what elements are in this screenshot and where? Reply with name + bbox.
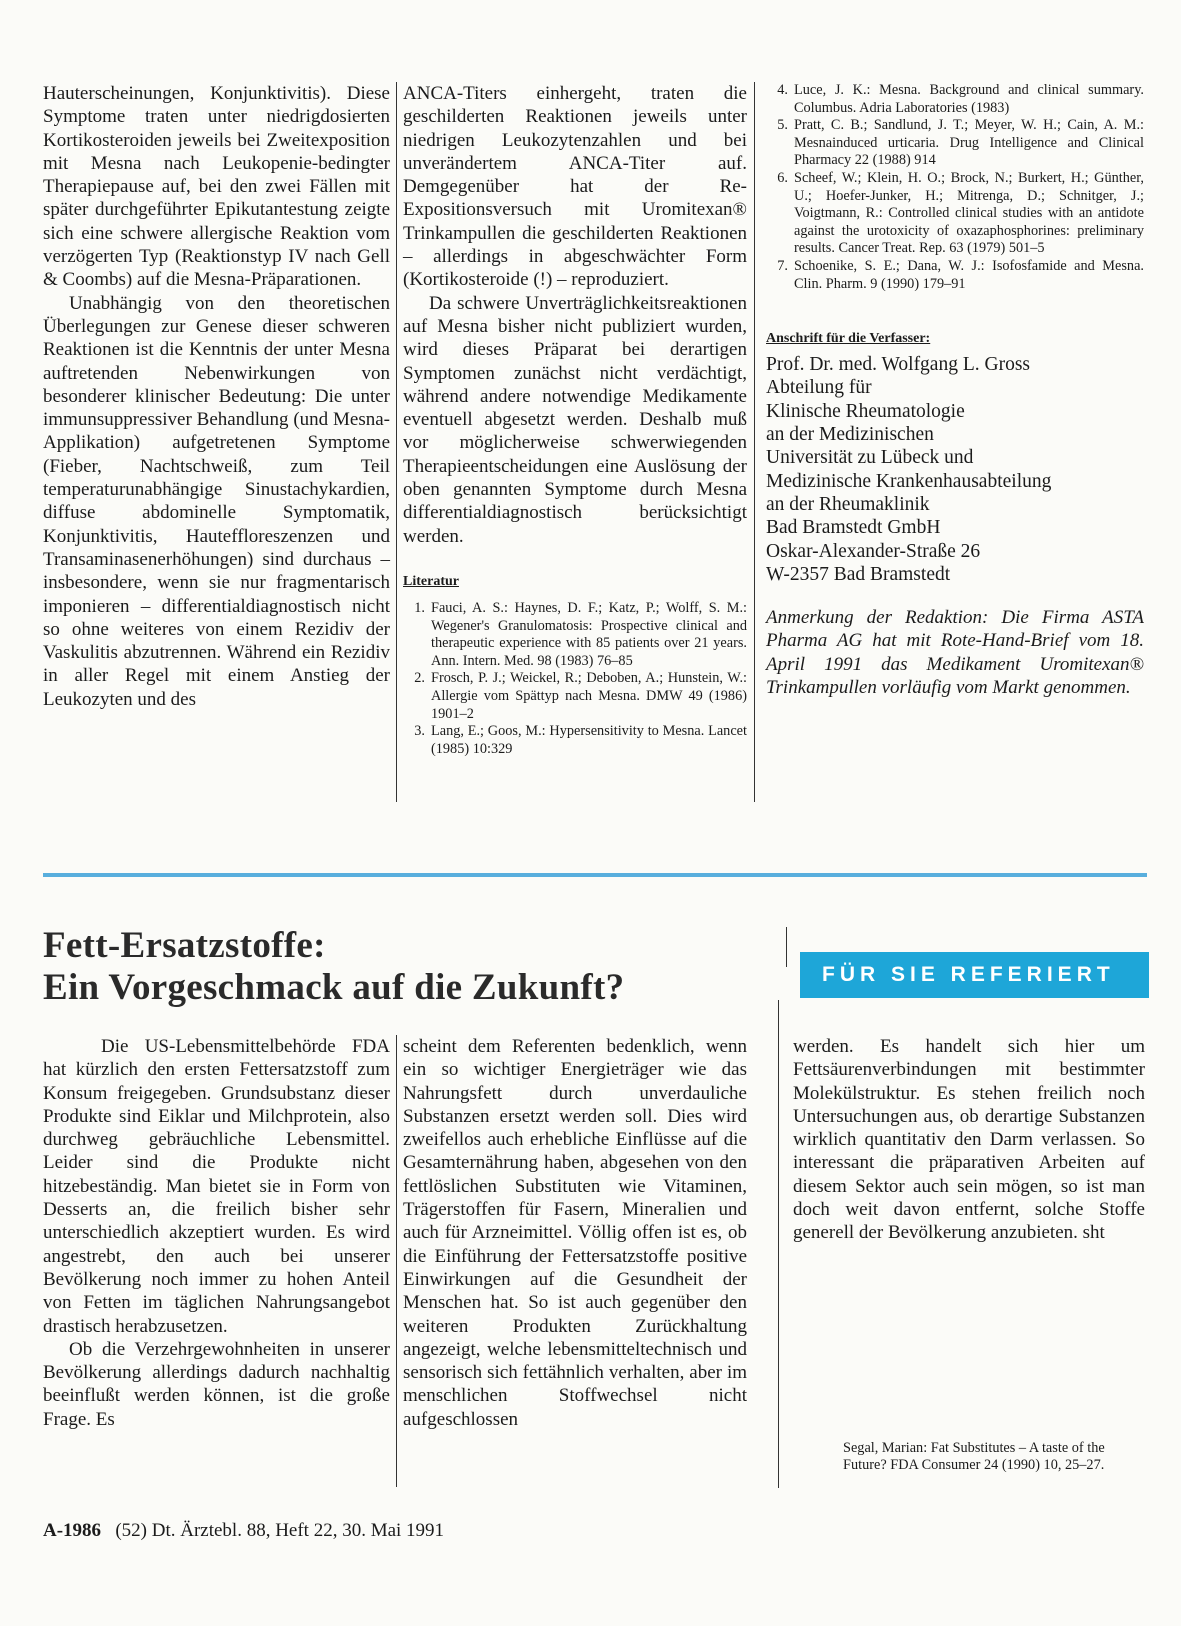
address-line: Prof. Dr. med. Wolfgang L. Gross [766, 354, 1031, 376]
reference-item: 5. Pratt, C. B.; Sandlund, J. T.; Meyer, W. H.; Cain, A. M.: Mesnainduced urticaria. Drug Intelligence and Clinical Pharmacy 22 (1988) 914 [777, 117, 1144, 169]
reference-item: 6. Scheef, W.; Klein, H. O.; Brock, N.; Burkert, H.; Günther, U.; Hoefer-Junker, H.; Mitrenga, D.; Schnitger, J.; Voigtmann, R.: Controlled clinical studies with an antidote against the urotoxicity of oxazaphosphorines: preliminary results. Cancer Treat. Rep. 63 (1979) 501–5 [777, 169, 1144, 257]
source-citation: Segal, Marian: Fat Substitutes – A taste of the Future? FDA Consumer 24 (1990) 10, 25–27. [843, 1440, 1105, 1473]
top-col2 [403, 82, 747, 758]
reference-item: 7. Schoenike, S. E.; Dana, W. J.: Isofosfamide and Mesna. Clin. Pharm. 9 (1990) 179–91 [777, 257, 1144, 292]
address-block [766, 353, 1144, 586]
address-line: Oskar-Alexander-Straße 26 [766, 540, 981, 562]
address-line: Abteilung für [766, 377, 872, 399]
column-rule [396, 1035, 397, 1487]
top-col3 [766, 82, 1144, 699]
section-badge: FÜR SIE REFERIERT [800, 952, 1149, 998]
reference-item: 1. Fauci, A. S.: Haynes, D. F.; Katz, P.; Wolff, S. M.: Wegener's Granulomatosis: Prospective clinical and therapeutic experience with 85 patients over 21 years. Ann. Intern. Med. 98 (1983) 76–85 [414, 599, 747, 669]
paragraph: Unabhängig von den theoretischen Überlegungen zur Genese dieser schweren Reaktionen ist die Kenntnis der unter Mesna auftretenden Nebenwirkungen von besonderer klinischer Bedeutung: Die unter immunsuppressiver Behandlung (und Mesna-Applikation) aufgetretenen Symptome (Fieber, Nachtschweiß, zum Teil temperaturunabhängige Sinustachykardien, diffuse abdominelle Symptomatik, Konjunktivitis, Hauteffloreszenzen und Transaminasenerhöhungen) sind durchaus – insbesondere, wenn sie nur fragmentarisch imponieren – differentialdiagnostisch nicht so ohne weiteres von einem Rezidiv der Vaskulitis abzutrennen. Während ein Rezidiv in aller Regel mit einem Anstieg der Leukozyten und des [43, 292, 390, 710]
paragraph: Die US-Lebensmittelbehörde FDA hat kürzlich den ersten Fettersatzstoff zum Konsum freigegeben. Grundsubstanz dieser Produkte sind Eiklar und Milchprotein, also durchweg gebräuchliche Lebensmittel. Leider sind die Produkte nicht hitzebeständig. Man bietet sie in Form von Desserts an, die freilich bisher sehr unterschiedlich akzeptiert wurden. Es wird angestrebt, den auch bei unserer Bevölkerung noch immer zu hohen Anteil von Fetten im täglichen Nahrungsangebot drastisch herabzusetzen. [43, 1036, 390, 1337]
address-line: W-2357 Bad Bramstedt [766, 563, 951, 585]
article-col2 [403, 1035, 747, 1431]
article-headline: Fett-Ersatzstoffe: Ein Vorgeschmack auf die Zukunft? [43, 925, 625, 1008]
address-line: Klinische Rheumatologie [766, 400, 965, 422]
address-line: Bad Bramstedt GmbH [766, 517, 941, 539]
address-line: an der Medizinischen [766, 424, 934, 446]
section-divider [43, 873, 1147, 877]
reference-item: 3. Lang, E.; Goos, M.: Hypersensitivity to Mesna. Lancet (1985) 10:329 [414, 723, 747, 757]
article-col3 [793, 1035, 1145, 1245]
editor-note: Anmerkung der Redaktion: Die Firma ASTA Pharma AG hat mit Rote-Hand-Brief vom 18. April 1991 das Medikament Uromitexan® Trinkampullen vorläufig vom Markt genommen. [766, 607, 1144, 698]
references-list [403, 600, 747, 758]
reference-item: 4. Luce, J. K.: Mesna. Background and clinical summary. Columbus. Adria Laboratories (1983) [777, 82, 1144, 116]
paragraph: ANCA-Titers einhergeht, traten die geschilderten Reaktionen jeweils unter niedrigen Leukozytenzahlen und bei unverändertem ANCA-Titer auf. Demgegenüber hat der Re-Expositionsversuch mit Uromitexan® Trinkampullen die geschilderten Reaktionen – allerdings in abgeschwächter Form (Kortikosteroide (!) – reproduziert. [403, 83, 747, 291]
address-line: an der Rheumaklinik [766, 493, 930, 515]
page-number: A-1986 [43, 1520, 102, 1541]
page-footer [43, 1519, 444, 1542]
address-line: Universität zu Lübeck und [766, 447, 974, 469]
journal-info: (52) Dt. Ärztebl. 88, Heft 22, 30. Mai 1991 [115, 1520, 445, 1541]
column-rule [396, 82, 397, 802]
paragraph: Da schwere Unverträglichkeitsreaktionen auf Mesna bisher nicht publiziert wurden, wird dieses Präparat bei derartigen Symptomen zunächst nicht verdächtigt, während andere notwendige Medikamente eventuell abgesetzt werden. Deshalb muß vor möglicherweise schwerwiegenden Therapieentscheidungen eine Auslösung der oben genannten Symptome durch Mesna differentialdiagnostisch berücksichtigt werden. [403, 292, 747, 547]
references-list [766, 82, 1144, 293]
literatur-heading: Literatur [403, 573, 459, 589]
badge-rule [786, 927, 787, 967]
address-heading: Anschrift für die Verfasser: [766, 331, 931, 347]
paragraph: scheint dem Referenten bedenklich, wenn ein so wichtiger Energieträger wie das Nahrungsfett durch unverdauliche Substanzen ersetzt werden soll. Dies wird zweifellos auch erhebliche Einflüsse auf die Gesamternährung haben, abgesehen von den fettlöslichen Substituten wie Vitaminen, Trägerstoffen für Fasern, Mineralien und auch für Arzneimittel. Völlig offen ist es, ob die Einführung der Fettersatzstoffe positive Einwirkungen auf die Gesundheit der Menschen hat. So ist auch gegenüber den weiteren Produkten Zurückhaltung angezeigt, welche lebensmitteltechnisch und sensorisch sich fettähnlich verhalten, aber im menschlichen Stoffwechsel nicht aufgeschlossen [403, 1036, 747, 1430]
article-col1 [43, 1035, 390, 1431]
paragraph: Ob die Verzehrgewohnheiten in unserer Bevölkerung allerdings dadurch nachhaltig beeinflußt werden können, ist die große Frage. Es [43, 1338, 390, 1430]
top-col1 [43, 82, 390, 711]
paragraph: werden. Es handelt sich hier um Fettsäurenverbindungen mit bestimmter Molekülstruktur. Es stehen freilich noch Untersuchungen aus, ob derartige Substanzen wirklich quantitativ den Darm verlassen. So interessant die präparativen Arbeiten auf diesem Sektor auch sein mögen, so ist man doch weit davon entfernt, solche Stoffe generell der Bevölkerung anzubieten. sht [793, 1036, 1145, 1244]
column-rule [754, 82, 755, 802]
paragraph: Hauterscheinungen, Konjunktivitis). Diese Symptome traten unter niedrigdosierten Kortikosteroiden jeweils bei Zweitexposition mit Mesna nach Leukopenie-bedingter Therapiepause auf, bei den zwei Fällen mit später durchgeführter Epikutantestung zeigte sich eine schwere allergische Reaktion vom verzögerten Typ (Reaktionstyp IV nach Gell & Coombs) auf die Mesna-Präparationen. [43, 83, 390, 291]
reference-item: 2. Frosch, P. J.; Weickel, R.; Deboben, A.; Hunstein, W.: Allergie vom Spättyp nach Mesna. DMW 49 (1986) 1901–2 [414, 670, 747, 722]
column-rule [778, 1000, 779, 1488]
address-line: Medizinische Krankenhausabteilung [766, 470, 1052, 492]
